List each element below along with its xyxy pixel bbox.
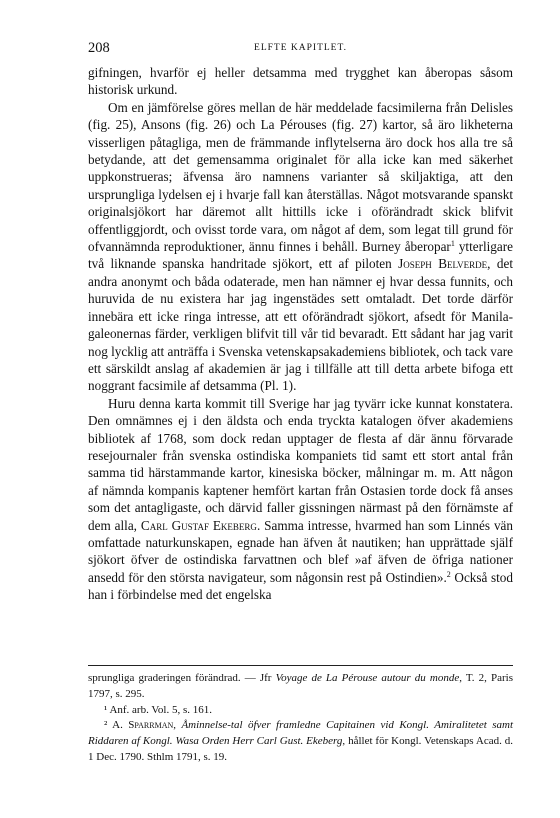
text-run: Om en jämförelse göres mellan de här meddelade facsimilerna från Delisles (fig. 25), Ansons (fig. 26) och La Pérouses (fig. 27) kartor, så äro likheterna visserligen påtagliga, men de främmande inflytelserna äro dock hos alla tre så betydande, att det gemensamma originalet för alla icke kan med säkerhet uppkonstrueras; äfvensa äro namnens varianter så skiljaktiga, att den ursprungliga lydelsen ej i hvarje fall kan återställas. Något motsvarande spanskt originalsjökort har däremot allt hittills icke i oförändradt skick blifvit offentliggjordt, och ovisst torde vara, om något af dem, som legat till grund för ofvannämnda reproduktioner, ännu finnes i behåll. Burney åberopar (88, 99, 513, 255)
footnote-2 (88, 718, 513, 765)
running-head: ELFTE KAPITLET. (254, 43, 347, 53)
text-run: , T. 2, Paris 1797, s. 295. (88, 672, 513, 700)
paragraph (88, 395, 513, 604)
person-name: Carl Gustaf Ekeberg (140, 517, 257, 533)
paragraph-continued: gifningen, hvarför ej heller detsamma med trygghet kan åberopas såsom historisk urkund. (88, 65, 513, 98)
text-run: . Samma intresse, hvarmed han som Linnés vän omfattade naturkunskapen, egnade han äfven åt nautiken; han upprättade själf sjökort öfver de ostindiska farvattnen och blef »af äfven de öfriga nationer ansedd för den största navigateur, som någonsin rest på Ostindien». (88, 517, 513, 585)
footnote-ref-1: 1 (450, 239, 455, 249)
text-run: , (173, 719, 182, 732)
text-run: , hållet för Kongl. Vetenskaps Acad. d. 1 Dec. 1790. Sthlm 1791, s. 19. (88, 735, 513, 763)
page-number: 208 (88, 40, 110, 56)
text-run: ² A. (104, 719, 129, 732)
text-run: , det andra anonymt och båda odaterade, men han nämner ej hvar dessa funnits, och huruvida de nu existera har jag ingenstädes sett omtaladt. Det torde därför innebära ett icke ringa intresse, att ett oförändradt sjökort, afsedt för Manila-galeonernas färder, verkligen blifvit till vår tid bevaradt. Ett sådant har jag varit nog lycklig att anträffa i Svenska vetenskapsakademiens bibliotek, och tack vare ett särskildt anslag af akademien är jag i tillfälle att till detta arbete bifoga ett noggrant facsimile af detsamma (Pl. 1). (88, 256, 513, 394)
footnotes (88, 671, 513, 766)
footnote-continued (88, 671, 513, 703)
footnote-divider (88, 665, 513, 666)
footnote-1: ¹ Anf. arb. Vol. 5, s. 161. (104, 703, 213, 716)
body-text (88, 64, 513, 604)
footnote-ref-2: 2 (446, 569, 451, 579)
page-header (88, 40, 513, 60)
text-run: sprungliga graderingen förändrad. — Jfr (88, 672, 276, 684)
book-title: Voyage de La Pérouse autour du monde (275, 672, 460, 684)
author-name: Sparrman (128, 719, 174, 732)
text-run: Huru denna karta kommit till Sverige har jag tyvärr icke kunnat konstatera. Den omnämnes ej i den äldsta och enda tryckta katalogen öfver akademiens bibliotek af 1768, som dock redan upptager de flesta af där ännu förvarade resejournaler från svenska ostindiska kompaniets tid samt ett stort antal från samma tid härstammande kartor, kinesiska böcker, målningar m. m. Att någon af nämnda kompanis kaptener hemfört kartan från Ostasien torde dock få anses som det antagligaste, och därvid faller gissningen närmast på den förnämste af dem alla, (88, 395, 513, 533)
person-name: Joseph Belverde (398, 256, 488, 272)
work-title: Åminnelse-tal öfver framledne Capitainen vid Kongl. Amiralitetet samt Riddaren af Kongl. Wasa Orden Herr Carl Gust. Ekeberg (88, 719, 513, 748)
paragraph (88, 99, 513, 395)
text-run: Också stod han i förbindelse med det engelska (88, 569, 513, 603)
text-run: ytterligare två liknande spanska handritade sjökort, ett af piloten (88, 239, 514, 272)
